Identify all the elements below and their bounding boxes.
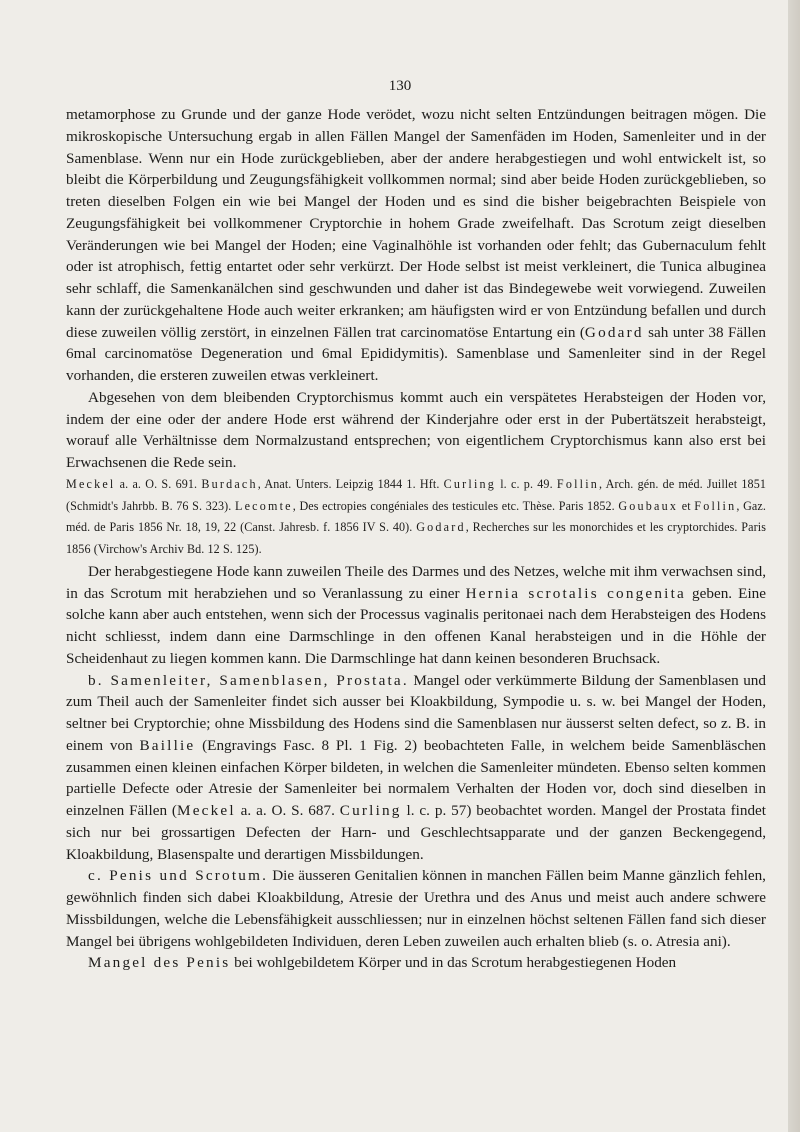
author-name: Meckel [177,802,236,819]
reference-text: , Recherches sur les monorchides et les cryptorchides. Paris 1856 (Virchow's Archiv Bd. 12 S. 125). [66,520,766,556]
reference-text: a. a. O. S. 691. [115,476,202,491]
author-name: Curling [339,802,402,819]
page-edge [788,0,800,1132]
paragraph-text: bei wohlgebildetem Körper und in das Scrotum herabgestiegenen Hoden [230,954,677,972]
section-heading-c: c. Penis und Scrotum. [88,867,269,885]
section-heading-b: b. Samenleiter, Samenblasen, Prostata. [88,671,409,689]
paragraph-text: Der herabgestiegene Hode kann zuweilen Theile des Darmes und des Netzes, welche mit ihm verwachsen sind, in das Scrotum mit herabziehen und so Veranlassung zu einer [66,562,766,602]
author-name: Godard [584,323,644,341]
author-name: Meckel [66,476,116,491]
term-hernia: Hernia scrotalis congenita [465,584,686,602]
author-name: Curling [443,476,497,491]
reference-text: , Arch. gén. de méd. Juillet 1851 (Schmidt's Jahrbb. B. 76 S. 323). [66,476,766,513]
paragraph-text: metamorphose zu Grunde und der ganze Hode verödet, wozu nicht selten Entzündungen beitragen mögen. Die mikroskopische Untersuchung ergab in allen Fällen Mangel der Samenfäden im Hoden, Samenleiter und in der Samenblase. Wenn nur ein Hode zurückgeblieben, aber der andere herabgestiegen und wohl entwickelt ist, so bleibt die Körperbildung und Zeugungsfähigkeit vollkommen normal; sind aber beide Hoden zurückgeblieben, so treten dieselben Folgen ein wie bei Mangel der Hoden und es sind die bisher beigebrachten Beispiele von Zeugungsfähigkeit bei vollkommener Cryptorchie in hohem Grade zweifelhaft. Das Scrotum zeigt dieselben Veränderungen wie bei Mangel der Hoden; eine Vaginalhöhle ist vorhanden oder fehlt; das Gubernaculum fehlt oder ist atrophisch, fettig entartet oder sehr verkürzt. Der Hode selbst ist meist verkleinert, die Tunica albuginea sehr schlaff, die Samenkanälchen sind geschwunden und daher ist das Bindegewebe weit vorwiegend. Zuweilen kann der zurückgehaltene Hode auch weiter erkranken; am häufigsten wird er von Entzündung befallen und durch diese zuweilen völlig zerstört, in einzelnen Fällen trat carcinomatöse Entartung ein ( [66,106,766,341]
paragraph-text: Mangel oder verkümmerte Bildung der Samenblasen und zum Theil auch der Samenleiter findet sich ausser bei Kloakbildung, Sympodie u. s. w. bei Mangel der Hoden, seltner bei Cryptorchie; ohne Missbildung des Hodens sind die Samenblasen nur äusserst selten defect, so z. B. in einem von [66,671,766,754]
reference-text: , Des ectropies congéniales des testicules etc. Thèse. Paris 1852. [292,498,619,513]
author-name: Follin [694,498,737,513]
paragraph-6 [66,952,766,974]
reference-text: et [678,498,695,513]
reference-text: , Anat. Unters. Leipzig 1844 1. Hft. [257,476,444,491]
paragraph-5 [66,865,766,952]
term-mangel-des-penis: Mangel des Penis [88,954,231,972]
author-name: Goubaux [618,498,679,513]
paragraph-text: Die äusseren Genitalien können in manchen Fällen beim Manne gänzlich fehlen, gewöhnlich finden sich dabei Kloakbildung, Atresie der Urethra und des Anus und meist auch andere schwere Missbildungen, welche die Lebensfähigkeit ausschliessen; nur in einzelnen höchst seltenen Fällen fand sich dieser Mangel bei übrigens wohlgebildeten Individuen, deren Leben zuweilen auch erhalten blieb (s. o. Atresia ani). [66,867,766,950]
paragraph-text: sah unter 38 Fällen 6mal carcinomatöse Degeneration und 6mal Epididymitis). Samenblase und Samenleiter sind in der Regel vorhanden, die ersteren zuweilen etwas verkleinert. [66,323,766,384]
paragraph-text: geben. Eine solche kann aber auch entstehen, wenn sich der Processus vaginalis peritonaei nach dem Herabsteigen des Hodens nicht schliesst, indem dann eine Darmschlinge in den offenen Kanal herabsteigen und in die Höhle der Scheidenhaut zu liegen kommen kann. Die Darmschlinge hat dann keinen besonderen Bruchsack. [66,584,767,667]
paragraph-text: l. c. p. 57) beobachtet worden. Mangel der Prostata findet sich nur bei grossartigen Defecten der Harn- und Geschlechtsapparate und der ganzen Beckengegend, Kloakbildung, Blasenspalte und derartigen Missbildungen. [66,802,767,863]
page-number: 130 [388,78,412,94]
body-text [66,104,766,974]
paragraph-2: Abgesehen von dem bleibenden Cryptorchismus kommt auch ein verspätetes Herabsteigen der Hoden vor, indem der eine oder der andere Hode erst während der Kinderjahre oder erst in der Pubertätszeit herabsteigt, worauf alle Verhältnisse dem Normalzustand entsprechen; von eigentlichem Cryptorchismus kann also erst bei Erwachsenen die Rede sein. [66,388,766,471]
reference-text: , Gaz. méd. de Paris 1856 Nr. 18, 19, 22 (Canst. Jahresb. f. 1856 IV S. 40). [66,498,766,535]
paragraph-text: (Engravings Fasc. 8 Pl. 1 Fig. 2) beobachteten Falle, in welchem beide Samenbläschen zusammen einen kleinen einfachen Körper bildeten, in welchen die Samenleiter mündeten. Ebenso selten kommen partielle Defecte oder Atresie der Samenleiter bei normalem Verhalten der Hoden vor, doch sind dieselben in einzelnen Fällen ( [66,736,766,819]
author-name: Burdach [201,476,258,491]
references [66,474,766,561]
paragraph-1 [66,104,766,387]
author-name: Lecomte [235,498,293,513]
paragraph-text: a. a. O. S. 687. [235,802,340,819]
author-name: Godard [416,520,466,535]
reference-text: l. c. p. 49. [496,476,557,491]
paragraph-3 [66,561,766,670]
paragraph-4 [66,670,766,866]
author-name: Follin [556,476,600,491]
author-name: Baillie [139,736,196,754]
